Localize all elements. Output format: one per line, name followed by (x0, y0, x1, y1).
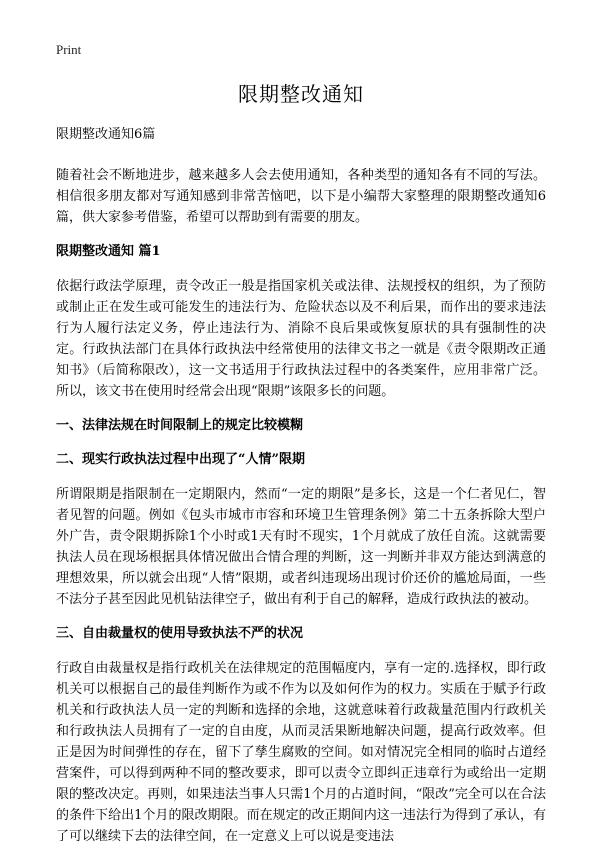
discretion-paragraph: 行政自由裁量权是指行政机关在法律规定的范围幅度内，享有一定的.选择权，即行政机关可以根据自己的最佳判断作为或不作为以及如何作为的权力。实质在于赋予行政机关和行政执法人员一定的判断和选择的余地，这就意味着行政裁量范围内行政机关和行政执法人员拥有了一定的自由度，从而灵活果断地解决问题，提高行政效率。但正是因为时间弹性的存在，留下了孳生腐败的空间。如对情况完全相同的临时占道经营案件，可以得到两种不同的整改要求，即可以责令立即纠正违章行为或给出一定期限的整改决定。再则，如果违法当事人只需1个月的占道时间，“限改”完全可以在合法的条件下给出1个月的限改期限。而在规定的改正期间内这一违法行为得到了承认，有了可以继续下去的法律空间，在一定意义上可以说是变违法 (56, 661, 546, 844)
section-heading-1: 限期整改通知 篇1 (56, 244, 161, 259)
subheading-favor-deadline: 二、现实行政执法过程中出现了“人情”限期 (56, 452, 305, 467)
document-body (56, 78, 546, 861)
print-link[interactable]: Print (56, 42, 82, 57)
intro-paragraph: 随着社会不断地进步，越来越多人会去使用通知，各种类型的通知各有不同的写法。相信很多朋友都对写通知感到非常苦恼吧，以下是小编帮大家整理的限期整改通知6篇，供大家参考借鉴，希望可以帮助到有需要的朋友。 (56, 168, 546, 225)
document-subtitle: 限期整改通知6篇 (56, 127, 156, 142)
subheading-legal-time-limits: 一、法律法规在时间限制上的规定比较模糊 (56, 418, 304, 433)
page-title: 限期整改通知 (238, 82, 364, 106)
section-1-paragraph: 依据行政法学原理，责令改正一般是指国家机关或法律、法规授权的组织，为了预防或制止正在发生或可能发生的违法行为、危险状态以及不利后果，而作出的要求违法行为人履行法定义务，停止违法行为、消除不良后果或恢复原状的具有强制性的决定。行政执法部门在具体行政执法中经常使用的法律文书之一就是《责令限期改正通知书》（后简称限改），这一文书适用于行政执法过程中的各类案件，应用非常广泛。所以，该文书在使用时经常会出现“限期”该限多长的问题。 (56, 279, 546, 399)
subheading-discretion: 三、自由裁量权的使用导致执法不严的状况 (56, 626, 304, 641)
favor-deadline-paragraph: 所谓限期是指限制在一定期限内，然而“一定的期限”是多长，这是一个仁者见仁，智者见智的问题。例如《包头市城市市容和环境卫生管理条例》第二十五条拆除大型户外广告，责令限期拆除1个小时或1天有时不现实，1个月就成了放任自流。这就需要执法人员在现场根据具体情况做出合情合理的判断，这一判断并非双方能达到满意的理想效果，所以就会出现“人情”限期，或者纠违现场出现讨价还价的尴尬局面，一些不法分子甚至因此见机钻法律空子，做出有利于自己的解释，造成行政执法的被动。 (56, 487, 546, 607)
